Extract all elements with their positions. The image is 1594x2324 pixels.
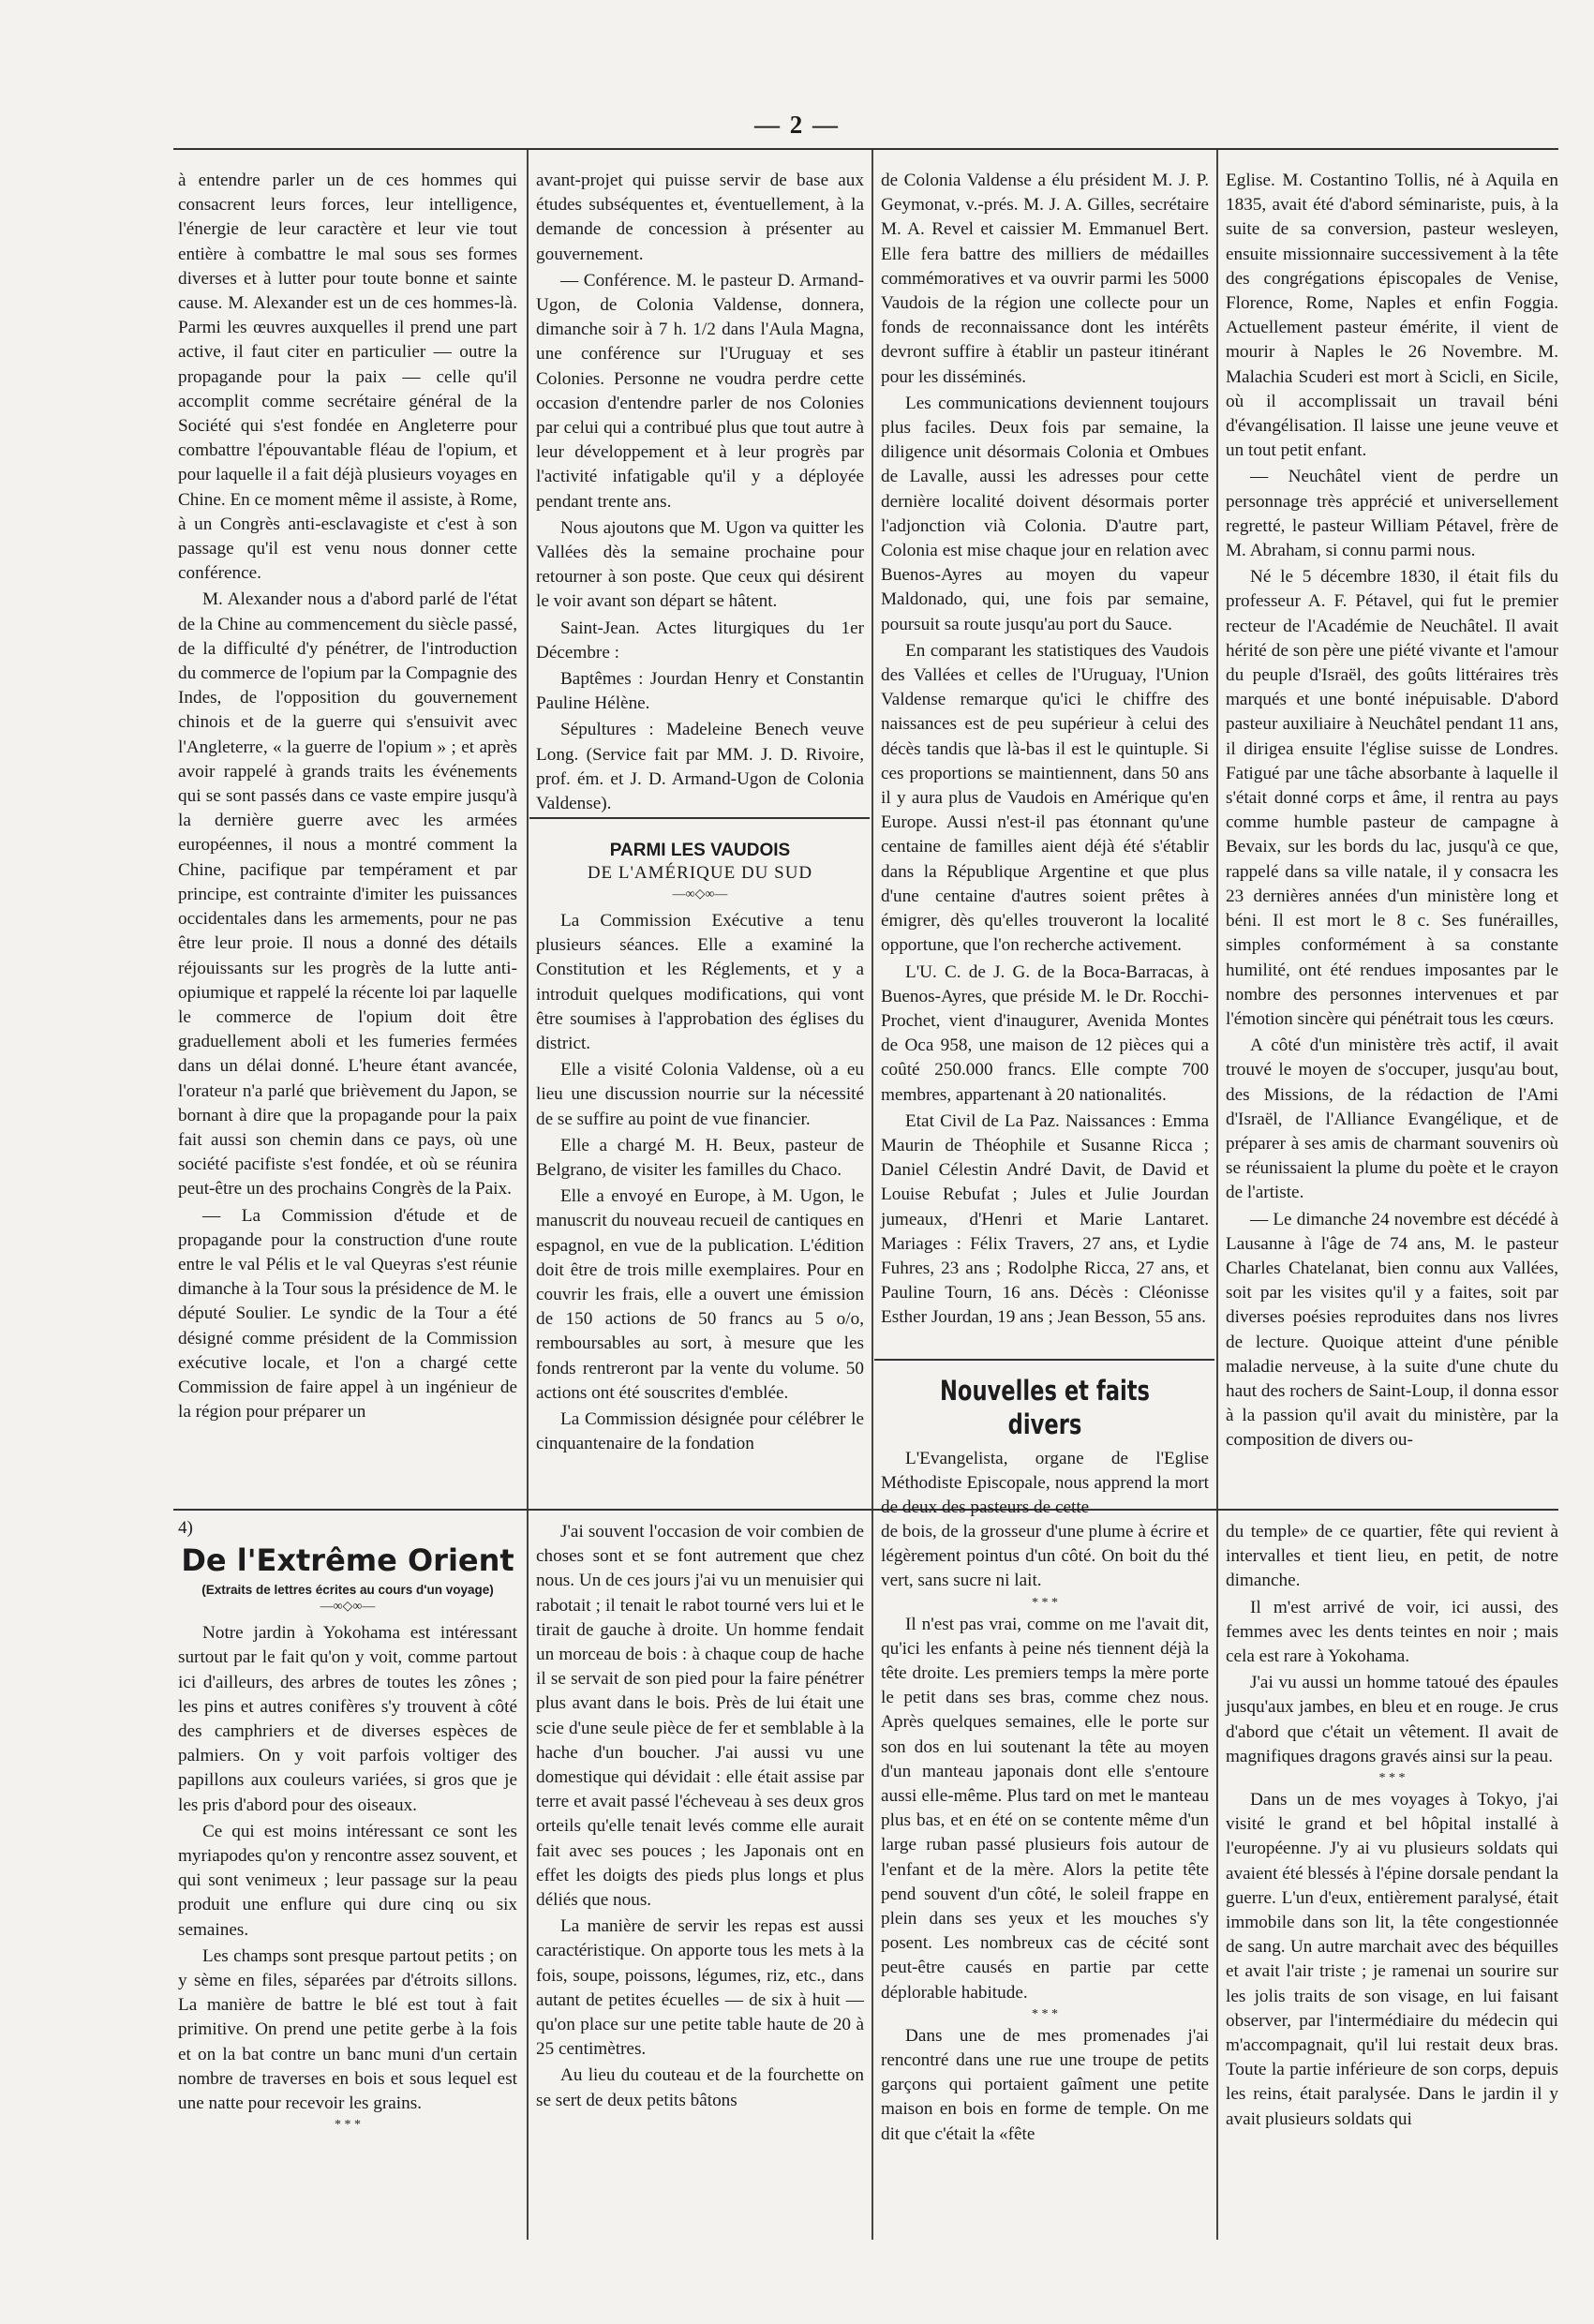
- ornament: —∞◇∞—: [672, 887, 728, 901]
- paragraph: Ce qui est moins intéressant ce sont les myriapodes qu'on y rencontre assez souvent, et qui sont venimeux ; leur passage sur la peau produit une enflure qui dure cinq ou six semaines.: [178, 1821, 517, 1940]
- column-1-top: [178, 169, 517, 1504]
- paragraph: — La Commission d'étude et de propagande pour la construction d'une route entre le val Pélis et le val Queyras s'est réunie dimanche à la Tour sous la présidence de M. le député Soulier. Le syndic de la Tour a été désigné comme président de la Commission exécutive locale, et l'on a chargé cette Commission de faire appel à un ingénieur de la région pour préparer un: [178, 1205, 517, 1423]
- vaudois-heading: PARMI LES VAUDOIS: [609, 841, 791, 860]
- paragraph: M. Alexander nous a d'abord parlé de l'état de la Chine au commencement du siècle passé, de la difficulté d'y pénétrer, de l'introduction du commerce de l'opium par la Compagnie des Indes, de l'opposition du gouvernement chinois et de la guerre qui s'ensuivit avec l'Angleterre, « la guerre de l'opium » ; et après avoir rappelé à grands traits les événements qui se sont passés dans ce vaste empire jusqu'à la dernière guerre avec les armées européennes, il nous a montré comment la Chine, pacifique par tempérament et par principe, est contrainte d'imiter les puissances occidentales dans les armements, pour ne pas être leur proie. Il nous a donné des détails réjouissants sur les progrès de la lutte anti-opiumique et rappelé la récente loi par laquelle le commerce de l'opium doit être graduellement aboli et les fumeries fermées dans un délai donné. L'heure étant avancée, l'orateur n'a parlé que brièvement du Japon, se bornant à dire que la propagande pour la paix fait aussi son chemin dans ce pays, où une société pacifiste s'est fondée, et où se réunira peut-être un des prochains Congrès de la Paix.: [178, 589, 517, 1199]
- paragraph: A côté d'un ministère très actif, il avait trouvé le moyen de s'occuper, jusqu'au bout, des Missions, de la rédaction de l'Ami d'Israël, de l'Alliance Evangélique, et de préparer à ses amis de charmant souvenirs où se réunissaient la plume du poète et le crayon de l'artiste.: [1226, 1035, 1558, 1203]
- paragraph: J'ai souvent l'occasion de voir combien de choses sont et se font autrement que chez nous. Un de ces jours j'ai vu un menuisier qui rabotait ; il tenait le rabot tourné vers lui et le tirait de gauche à droite. Un homme fendait un morceau de bois : à chaque coup de hache il se servait de son pied pour la faire pénétrer plus avant dans le bois. Près de lui était une scie d'une seule pièce de fer et semblable à la hache d'un boucher. J'ai aussi vu une domestique qui dévidait : elle était assise par terre et avait passé l'écheveau à ses deux gros orteils qu'elle tenait levés comme elle aurait fait avec ses pouces ; les Japonais ont en effet les doigts des pieds plus longs et plus déliés que nous.: [536, 1522, 864, 1911]
- nouvelles-section: [881, 1370, 1209, 1518]
- paragraph: Il n'est pas vrai, comme on me l'avait dit, qu'ici les enfants à peine nés tiennent déjà la tête droite. Les premiers temps la mère porte le petit dans ses bras, comme chez nous. Après quelques semaines, elle le porte sur son dos en lui soutenant la tête au moyen d'un manteau japonais dont elle s'entoure aussi elle-même. Plus tard on met le manteau plus bas, et en été on se contente même d'un large ruban passé plusieurs fois autour de l'enfant et de la mère. Alors la petite tête pend souvent d'un côté, le soleil frappe en plein dans ses yeux et les mouches s'y posent. Les nombreux cas de cécité sont peut-être causés en partie par cette déplorable habitude.: [881, 1614, 1209, 2003]
- header-rule: [173, 148, 1558, 150]
- paragraph: Elle a envoyé en Europe, à M. Ugon, le manuscrit du nouveau recueil de cantiques en espagnol, en vue de la publication. L'édition doit être de trois mille exemplaires. Pour en couvrir les frais, elle a ouvert une émission de 150 actions de 50 francs au 5 o/o, remboursables au sort, à mesure que les fonds rentreront par la vente du volume. 50 actions ont été souscrites d'emblée.: [536, 1186, 864, 1403]
- paragraph: Eglise. M. Costantino Tollis, né à Aquila en 1835, avait été d'abord séminariste, puis, à la suite de sa conversion, pasteur wesleyen, ensuite missionnaire successivement à la tête des congrégations épiscopales de Venise, Florence, Rome, Naples et enfin Foggia. Actuellement pasteur émérite, il vient de mourir à Naples le 26 Novembre. M. Malachia Scuderi est mort à Scicli, en Sicile, où il accomplissait un travail béni d'évangélisation. Il laisse une jeune veuve et un tout petit enfant.: [1226, 171, 1558, 461]
- orient-heading: De l'Extrême Orient: [181, 1542, 514, 1579]
- column-4-top: [1226, 169, 1558, 1504]
- nouvelles-heading: Nouvelles et faits divers: [939, 1375, 1151, 1440]
- paragraph: La Commission Exécutive a tenu plusieurs séances. Elle a examiné la Constitution et les Réglements, et y a introduit quelques modifications, qui vont être soumises à l'approbation des églises du district.: [536, 911, 864, 1054]
- paragraph: Né le 5 décembre 1830, il était fils du professeur A. F. Pétavel, qui fut le premier recteur de l'Académie de Neuchâtel. Il avait hérité de son père une piété vivante et l'amour du peuple d'Israël, des goûts littéraires très marqués et une bonté inépuisable. D'abord pasteur auxiliaire à Neuchâtel pendant 11 ans, il dirigea ensuite l'église suisse de Londres. Fatigué par une tâche absorbante à laquelle il s'était donné corps et âme, il rentra au pays comme humble pasteur de campagne à Bevaix, sur les bords du lac, jusqu'à ce que, rappelé dans sa ville natale, il y consacra les 23 dernières années d'un ministère long et béni. Il est mort le 8 c. Ses funérailles, simples conformément à sa constante humilité, ont été rendues imposantes par le nombre des personnes intervenues et par l'émotion sincère qui pénétrait tous les cœurs.: [1226, 567, 1558, 1029]
- paragraph: Elle a visité Colonia Valdense, où a eu lieu une discussion nourrie sur la nécessité de se suffire au point de vue financier.: [536, 1060, 864, 1129]
- paragraph: L'Evangelista, organe de l'Eglise Méthodiste Episcopale, nous apprend la mort de deux des pasteurs de cette: [881, 1449, 1209, 1518]
- orient-column-4: [1226, 1520, 1558, 2246]
- paragraph: Baptêmes : Jourdan Henry et Constantin Pauline Hélène.: [536, 669, 864, 714]
- paragraph: La Commission désignée pour célébrer le cinquantenaire de la fondation: [536, 1409, 864, 1454]
- orient-column-2: [536, 1520, 864, 2246]
- column-rule-1: [527, 150, 529, 2240]
- paragraph: Notre jardin à Yokohama est intéressant surtout par le fait qu'on y voit, comme partout ici d'ailleurs, des arbres de toutes les zônes ; les pins et autres conifères s'y trouvent à côté des camphriers et de diverses espèces de palmiers. On y voit parfois voltiger des papillons aux couleurs variées, si gros que je les pris d'abord pour des oiseaux.: [178, 1623, 517, 1815]
- separator-stars: * * *: [1032, 2006, 1058, 2021]
- column-rule-3: [1216, 150, 1218, 2240]
- paragraph: La manière de servir les repas est aussi caractéristique. On apporte tous les mets à la fois, soupe, poissons, légumes, riz, etc., dans autant de petites écuelles — de six à huit — qu'on place sur une petite table haute de 20 à 25 centimètres.: [536, 1916, 864, 2060]
- paragraph: — Le dimanche 24 novembre est décédé à Lausanne à l'âge de 74 ans, M. le pasteur Charles Chatelanat, bien connu aux Vallées, soit par les visites qu'il y a faites, soit par diverses poésies reproduites dans nos livres de lecture. Quoique atteint d'une pénible maladie nerveuse, à la suite d'une chute du haut des rochers de Saint-Loup, il donna essor à la passion qu'il avait du ministère, par la composition de divers ou-: [1226, 1209, 1558, 1451]
- paragraph: Etat Civil de La Paz. Naissances : Emma Maurin de Théophile et Susanne Ricca ; Daniel Célestin André Davit, de David et Louise Rebufat ; Jules et Julie Jourdan jumeaux, d'Henri et Marie Lantaret. Mariages : Félix Travers, 27 ans, et Lydie Fuhres, 23 ans ; Rodolphe Ricca, 27 ans, et Pauline Tourn, 16 ans. Décès : Cléonisse Esther Jourdan, 19 ans ; Jean Besson, 55 ans.: [881, 1110, 1209, 1328]
- paragraph: Elle a chargé M. H. Beux, pasteur de Belgrano, de visiter les familles du Chaco.: [536, 1135, 864, 1181]
- page-number: — 2 —: [754, 111, 840, 139]
- paragraph: Dans une de mes promenades j'ai rencontré dans une rue une troupe de petits garçons qui portaient gaîment une petite maison en bois en forme de temple. On me dit que c'était la «fête: [881, 2025, 1209, 2144]
- section-rule-orient: [173, 1509, 1558, 1511]
- rule-nouvelles: [874, 1359, 1214, 1361]
- vaudois-section: [536, 834, 864, 1504]
- paragraph: En comparant les statistiques des Vaudois des Vallées et celles de l'Uruguay, l'Union Valdense remarque qu'ici le chiffre des naissances est de peu supérieur à celui des décès tandis que là-bas il est le quintuple. Si ces proportions se maintiennent, dans 50 ans il y aura plus de Vaudois en Amérique qu'en Europe. Aussi n'est-il pas étonnant qu'une centaine de familles aient déjà été s'établir dans la République Argentine et que plus d'une centaine d'autres soient prêtes à émigrer, dès qu'elles trouveront la localité opportune, que l'on recherche activement.: [881, 640, 1209, 956]
- separator-stars: * * *: [1378, 1771, 1406, 1786]
- column-3-top: [881, 169, 1209, 1357]
- paragraph: Nous ajoutons que M. Ugon va quitter les Vallées dès la semaine prochaine pour retourner à son poste. Que ceux qui désirent le voir avant son départ se hâtent.: [536, 517, 864, 612]
- separator-stars: * * *: [1032, 1595, 1058, 1610]
- orient-column-1: [178, 1516, 517, 2247]
- paragraph: de bois, de la grosseur d'une plume à écrire et légèrement pointus d'un côté. On boit du thé vert, sans sucre ni lait.: [881, 1522, 1209, 1591]
- paragraph: — Conférence. M. le pasteur D. Armand-Ugon, de Colonia Valdense, donnera, dimanche soir à 7 h. 1/2 dans l'Aula Magna, une conférence sur l'Uruguay et ses Colonies. Personne ne voudra perdre cette occasion d'entendre parler de nos Colonies par celui qui a contribué plus que tout autre à leur développement et à leur progrès par l'activité infatigable qu'il y a déployée pendant trente ans.: [536, 270, 864, 512]
- paragraph: Les communications deviennent toujours plus faciles. Deux fois par semaine, la diligence unit désormais Colonia et Ombues de Lavalle, aussi les adresses pour cette dernière localité doivent désormais porter l'adjonction vià Colonia. D'autre part, Colonia est mise chaque jour en relation avec Buenos-Ayres au moyen du vapeur Maldonado, qui, une fois par semaine, poursuit sa route jusqu'au port du Sauce.: [881, 393, 1209, 634]
- paragraph: à entendre parler un de ces hommes qui consacrent leurs forces, leur intelligence, l'énergie de leur caractère et leur vie tout entière à combattre le mal sous ses formes diverses et à lutter pour toute bonne et sainte cause. M. Alexander est un de ces hommes-là. Parmi les œuvres auxquelles il prend une part active, il faut citer en particulier — outre la propagande pour la paix — celle qu'il accomplit comme secrétaire général de la Société qui s'est fondée en Angleterre pour combattre l'épouvantable fléau de l'opium, et pour laquelle il a fait déjà plusieurs voyages en Chine. En ce moment même il assiste, à Rome, à un Congrès anti-esclavagiste et c'est à son passage qu'il est venu nous donner cette conférence.: [178, 171, 517, 584]
- orient-subheading: (Extraits de lettres écrites au cours d'un voyage): [201, 1583, 494, 1598]
- paragraph: Dans un de mes voyages à Tokyo, j'ai visité le grand et bel hôpital installé à l'européenne. J'y ai vu plusieurs soldats qui avaient été blessés à l'épine dorsale pendant la guerre. L'un d'eux, entièrement paralysé, était immobile dans son lit, la tête congestionnée de sang. Un autre marchait avec des béquilles et avait l'air triste ; je ramenai un sourire sur les jolis traits de son visage, en lui faisant observer, par l'intermédiaire du médecin qui m'accompagnait, qu'il lui restait deux bras. Toute la partie inférieure de son corps, depuis les reins, était paralysée. Dans le jardin il y avait plusieurs soldats qui: [1226, 1790, 1558, 2129]
- paragraph: Au lieu du couteau et de la fourchette on se sert de deux petits bâtons: [536, 2065, 864, 2110]
- paragraph: L'U. C. de J. G. de la Boca-Barracas, à Buenos-Ayres, que préside M. le Dr. Rocchi-Prochet, vient d'inaugurer, Avenida Montes de Oca 958, une maison de 12 pièces qui a coûté 250.000 francs. Elle compte 700 membres, appartenant à 20 nationalités.: [881, 961, 1209, 1105]
- paragraph: du temple» de ce quartier, fête qui revient à intervalles et tient lieu, en petit, de notre dimanche.: [1226, 1522, 1558, 1591]
- separator-stars: * * *: [335, 2118, 361, 2133]
- paragraph: Il m'est arrivé de voir, ici aussi, des femmes avec les dents teintes en noir ; mais cela est rare à Yokohama.: [1226, 1597, 1558, 1667]
- orient-column-3: [881, 1520, 1209, 2246]
- paragraph: Sépultures : Madeleine Benech veuve Long. (Service fait par MM. J. D. Rivoire, prof. ém. et J. D. Armand-Ugon de Colonia Valdense).: [536, 720, 864, 814]
- paragraph: avant-projet qui puisse servir de base aux études subséquentes et, éventuellement, à la demande de concession à présenter au gouvernement.: [536, 171, 864, 264]
- rule-vaudois: [529, 817, 870, 819]
- vaudois-subheading: DE L'AMÉRIQUE DU SUD: [587, 863, 813, 883]
- paragraph: — Neuchâtel vient de perdre un personnage très apprécié et universellement regretté, le pasteur William Pétavel, frère de M. Abraham, si connu parmi nous.: [1226, 467, 1558, 561]
- paragraph: Saint-Jean. Actes liturgiques du 1er Décembre :: [536, 618, 864, 663]
- paragraph: Les champs sont presque partout petits ; on y sème en files, séparées par d'étroits sillons. La manière de battre le blé est tout à fait primitive. On prend une petite gerbe à la fois et on la bat contre un banc muni d'un certain nombre de traverses en bois et sous lequel est une natte pour recevoir les grains.: [178, 1945, 517, 2114]
- column-rule-2: [871, 150, 873, 2240]
- column-2-top: [536, 169, 864, 815]
- article-number: 4): [178, 1518, 193, 1538]
- ornament: —∞◇∞—: [320, 1600, 376, 1615]
- paragraph: J'ai vu aussi un homme tatoué des épaules jusqu'aux jambes, en bleu et en rouge. Je crus d'abord que c'était un vêtement. Il avait de magnifiques dragons gravés ainsi sur la peau.: [1226, 1673, 1558, 1766]
- paragraph: de Colonia Valdense a élu président M. J. P. Geymonat, v.-prés. M. J. A. Gilles, secrétaire M. A. Revel et caissier M. Emmanuel Bert. Elle fera battre des milliers de médailles commémoratives et va ouvrir parmi les 5000 Vaudois de la région une collecte pour un fonds de reconnaissance dont les intérêts devront suffire à établir un pasteur itinérant pour les disséminés.: [881, 171, 1209, 387]
